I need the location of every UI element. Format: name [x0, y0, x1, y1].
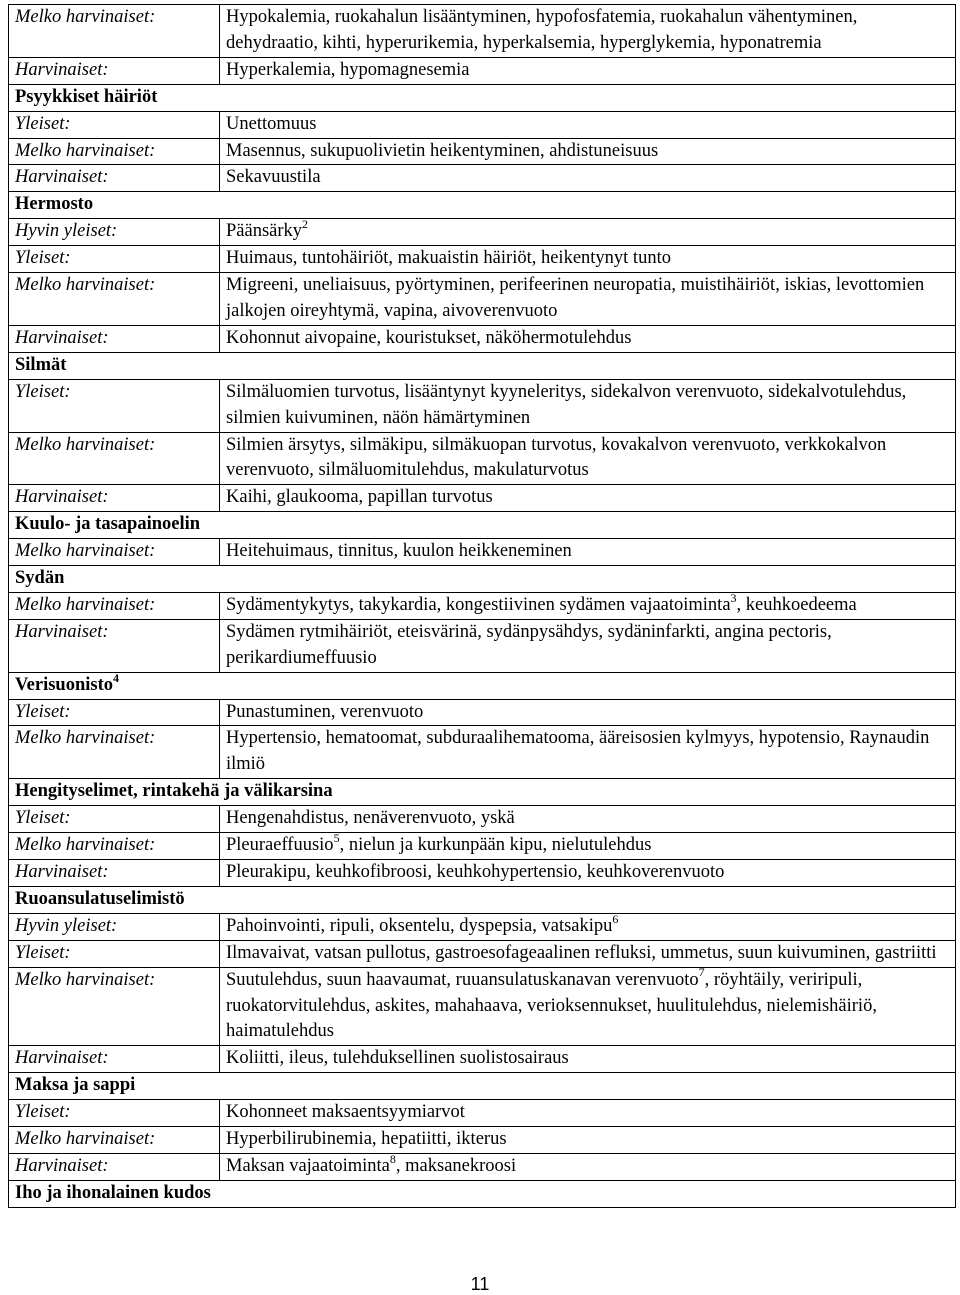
section-heading: [9, 512, 956, 539]
reaction-list: [220, 432, 956, 485]
frequency-label: Melko harvinaiset:: [9, 539, 220, 566]
reaction-list: [220, 699, 956, 726]
reaction-text: Kohonnut aivopaine, kouristukset, näköhermotulehdus: [226, 327, 632, 348]
reaction-row: [9, 246, 956, 273]
section-row: [9, 672, 956, 699]
reaction-row: [9, 138, 956, 165]
reaction-text: Hyperkalemia, hypomagnesemia: [226, 59, 470, 80]
section-heading-text: Verisuonisto: [15, 674, 114, 695]
reaction-row: [9, 592, 956, 619]
reaction-list: [220, 138, 956, 165]
frequency-label: Harvinaiset:: [9, 619, 220, 672]
reaction-row: [9, 833, 956, 860]
reaction-row: [9, 726, 956, 779]
reaction-list: [220, 830, 956, 860]
reaction-list: [220, 806, 956, 833]
reaction-text: Punastuminen, verenvuoto: [226, 701, 424, 722]
section-row: [9, 512, 956, 539]
frequency-label: Harvinaiset:: [9, 57, 220, 84]
adverse-reactions-table: [8, 4, 956, 1208]
reaction-text: Ilmavaivat, vatsan pullotus, gastroesofageaalinen refluksi, ummetus, suun kuivuminen, gastriitti: [226, 942, 937, 963]
section-heading-text: Kuulo- ja tasapainoelin: [15, 514, 201, 535]
reaction-list: [220, 619, 956, 672]
adverse-reactions-table-body: [9, 5, 956, 1208]
reaction-row: [9, 325, 956, 352]
frequency-label: Harvinaiset:: [9, 1046, 220, 1073]
reaction-text: Hypertensio, hematoomat, subduraalihematooma, ääreisosien kylmyys, hypotensio, Raynaudin ilmiö: [226, 728, 930, 775]
section-heading-text: Hengityselimet, rintakehä ja välikarsina: [15, 781, 333, 802]
frequency-label: Melko harvinaiset:: [9, 592, 220, 619]
reaction-text-continued: , nielun ja kurkunpään kipu, nielutulehdus: [339, 835, 652, 856]
reaction-list: [220, 111, 956, 138]
footnote-marker: 8: [389, 1151, 396, 1166]
frequency-label: Harvinaiset:: [9, 165, 220, 192]
frequency-label: Melko harvinaiset:: [9, 726, 220, 779]
section-heading: [9, 672, 956, 699]
reaction-text: Hyperbilirubinemia, hepatiitti, ikterus: [226, 1129, 507, 1150]
reaction-row: [9, 1100, 956, 1127]
reaction-list: [220, 1100, 956, 1127]
section-row: [9, 352, 956, 379]
reaction-list: [220, 940, 956, 967]
reaction-text: Kaihi, glaukooma, papillan turvotus: [226, 487, 493, 508]
section-heading: [9, 84, 956, 111]
reaction-list: [220, 5, 956, 58]
reaction-row: [9, 967, 956, 1046]
reaction-text: Pahoinvointi, ripuli, oksentelu, dyspepsia, vatsakipu: [226, 915, 613, 936]
reaction-row: [9, 219, 956, 246]
reaction-row: [9, 57, 956, 84]
reaction-text: Heitehuimaus, tinnitus, kuulon heikkeneminen: [226, 541, 572, 562]
reaction-text: Huimaus, tuntohäiriöt, makuaistin häiriöt, heikentynyt tunto: [226, 248, 671, 269]
footnote-marker: 2: [302, 217, 309, 232]
reaction-text: Sydämen rytmihäiriöt, eteisvärinä, sydänpysähdys, sydäninfarkti, angina pectoris, perikardiumeffuusio: [226, 621, 832, 668]
frequency-label: Melko harvinaiset:: [9, 5, 220, 58]
section-row: [9, 192, 956, 219]
reaction-row: [9, 5, 956, 58]
reaction-row: [9, 111, 956, 138]
reaction-row: [9, 913, 956, 940]
page-number: 11: [470, 1274, 490, 1294]
section-heading-text: Sydän: [15, 568, 65, 589]
frequency-label: Yleiset:: [9, 111, 220, 138]
reaction-row: [9, 1046, 956, 1073]
reaction-text: Unettomuus: [226, 113, 317, 134]
section-row: [9, 886, 956, 913]
reaction-text: Masennus, sukupuolivietin heikentyminen, ahdistuneisuus: [226, 140, 659, 161]
reaction-list: [220, 1153, 956, 1180]
frequency-label: Harvinaiset:: [9, 485, 220, 512]
reaction-text: Koliitti, ileus, tulehduksellinen suolistosairaus: [226, 1048, 569, 1069]
reaction-row: [9, 1153, 956, 1180]
reaction-text: Silmien ärsytys, silmäkipu, silmäkuopan turvotus, kovakalvon verenvuoto, verkkokalvon verenvuoto, silmäluomitulehdus, makulaturvotus: [226, 434, 887, 481]
section-heading: [9, 192, 956, 219]
footnote-marker: 3: [730, 590, 737, 605]
reaction-row: [9, 379, 956, 432]
reaction-row: [9, 699, 956, 726]
section-row: [9, 1180, 956, 1207]
reaction-row: [9, 165, 956, 192]
frequency-label: Melko harvinaiset:: [9, 273, 220, 326]
frequency-label: Melko harvinaiset:: [9, 967, 220, 1046]
frequency-label: Melko harvinaiset:: [9, 138, 220, 165]
reaction-text-continued: , keuhkoedeema: [736, 594, 857, 615]
reaction-text-continued: , röyhtäily, veriripuli, ruokatorvitulehdus, askites, mahahaava, verioksennukset, huulitulehdus, nielemishäiriö, haimatulehdus: [226, 969, 877, 1042]
reaction-list: [220, 1046, 956, 1073]
footnote-marker: 6: [612, 911, 619, 926]
reaction-text-continued: , maksanekroosi: [395, 1155, 517, 1176]
section-heading-text: Maksa ja sappi: [15, 1075, 136, 1096]
reaction-text: Pleurakipu, keuhkofibroosi, keuhkohypertensio, keuhkoverenvuoto: [226, 862, 725, 882]
frequency-label: Yleiset:: [9, 806, 220, 833]
reaction-text: Migreeni, uneliaisuus, pyörtyminen, perifeerinen neuropatia, muistihäiriöt, iskias, levottomien jalkojen oireyhtymä, vapina, aivoverenvuoto: [226, 275, 925, 321]
reaction-list: [220, 485, 956, 512]
section-row: [9, 84, 956, 111]
reaction-text: Suutulehdus, suun haavaumat, ruuansulatuskanavan verenvuoto: [226, 969, 699, 990]
frequency-label: Yleiset:: [9, 246, 220, 273]
frequency-label: Yleiset:: [9, 379, 220, 432]
reaction-row: [9, 860, 956, 887]
frequency-label: Harvinaiset:: [9, 1153, 220, 1180]
reaction-list: [220, 1127, 956, 1154]
section-heading-text: Psyykkiset häiriöt: [15, 86, 158, 107]
reaction-row: [9, 940, 956, 967]
reaction-row: [9, 619, 956, 672]
section-heading: [9, 779, 956, 806]
frequency-label: Melko harvinaiset:: [9, 432, 220, 485]
reaction-list: [220, 219, 956, 246]
footnote-marker: 4: [113, 670, 120, 685]
section-row: [9, 779, 956, 806]
reaction-text: Pleuraeffuusio: [226, 835, 334, 856]
frequency-label: Yleiset:: [9, 699, 220, 726]
reaction-row: [9, 806, 956, 833]
reaction-list: [220, 57, 956, 84]
section-heading-text: Iho ja ihonalainen kudos: [15, 1182, 211, 1203]
reaction-row: [9, 539, 956, 566]
reaction-list: [220, 967, 956, 1046]
section-heading: [9, 352, 956, 379]
section-heading: [9, 566, 956, 593]
reaction-row: [9, 1127, 956, 1154]
reaction-row: [9, 273, 956, 326]
reaction-text: Sekavuustila: [226, 167, 321, 188]
frequency-label: Melko harvinaiset:: [9, 1127, 220, 1154]
footnote-marker: 7: [698, 965, 705, 980]
reaction-row: [9, 485, 956, 512]
section-row: [9, 566, 956, 593]
section-heading: [9, 1073, 956, 1100]
frequency-label: Harvinaiset:: [9, 325, 220, 352]
frequency-label: Hyvin yleiset:: [9, 913, 220, 940]
reaction-text: Kohonneet maksaentsyymiarvot: [226, 1102, 465, 1123]
reaction-text: Sydämentykytys, takykardia, kongestiivinen sydämen vajaatoiminta: [226, 594, 731, 615]
reaction-list: [220, 273, 956, 326]
reaction-text: Päänsärky: [226, 221, 303, 242]
section-heading: [9, 886, 956, 913]
reaction-list: [220, 726, 956, 779]
section-heading-text: Silmät: [15, 354, 67, 375]
frequency-label: Yleiset:: [9, 1100, 220, 1127]
section-heading-text: Ruoansulatuselimistö: [15, 888, 185, 909]
frequency-label: Melko harvinaiset:: [9, 833, 220, 860]
reaction-list: [220, 592, 956, 619]
reaction-list: [220, 246, 956, 273]
reaction-text: Silmäluomien turvotus, lisääntynyt kyyneleritys, sidekalvon verenvuoto, sidekalvotulehdus, silmien kuivuminen, näön hämärtyminen: [226, 381, 907, 428]
frequency-label: Hyvin yleiset:: [9, 219, 220, 246]
reaction-list: [220, 379, 956, 432]
section-row: [9, 1073, 956, 1100]
section-heading-text: Hermosto: [15, 194, 94, 215]
reaction-list: [220, 913, 956, 940]
reaction-list: [220, 325, 956, 352]
section-heading: [9, 1180, 956, 1207]
reaction-list: [220, 165, 956, 192]
reaction-row: [9, 432, 956, 485]
footnote-marker: 5: [333, 830, 340, 845]
reaction-list: [220, 539, 956, 566]
reaction-text: Hypokalemia, ruokahalun lisääntyminen, hypofosfatemia, ruokahalun vähentyminen, dehydraatio, kihti, hyperurikemia, hyperkalsemia, hyperglykemia, hyponatremia: [226, 7, 858, 53]
frequency-label: Harvinaiset:: [9, 860, 220, 887]
reaction-text: Hengenahdistus, nenäverenvuoto, yskä: [226, 808, 515, 829]
reaction-list: [220, 860, 956, 887]
reaction-text: Maksan vajaatoiminta: [226, 1155, 390, 1176]
frequency-label: Yleiset:: [9, 940, 220, 967]
